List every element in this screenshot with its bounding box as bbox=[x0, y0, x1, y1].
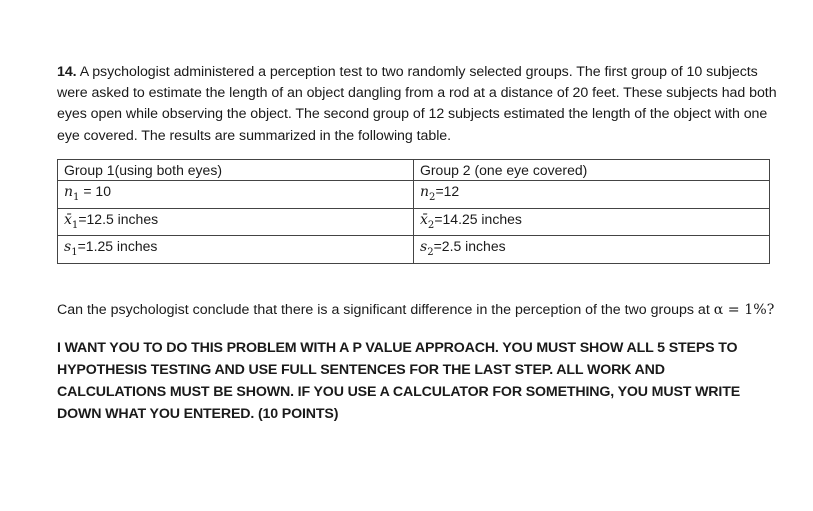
summary-table bbox=[57, 159, 770, 264]
problem-text: A psychologist administered a perception test to two randomly selected groups. The first group of 10 subjects were asked to estimate the length of an object dangling from a rod at a distance of 20 feet. These subjects had both eyes open while observing the object. The second group of 12 subjects estimated the length of the object with one eye covered. The results are summarized in the following table. bbox=[57, 64, 777, 144]
math-symbol: n bbox=[420, 183, 430, 200]
cell-value: = 10 bbox=[79, 182, 111, 199]
table-header-group1: Group 1(using both eyes) bbox=[58, 159, 414, 180]
table-row bbox=[58, 180, 770, 208]
alpha-expression: α = 1%? bbox=[713, 302, 775, 319]
table-row bbox=[58, 236, 770, 264]
math-subscript: 1 bbox=[71, 219, 79, 231]
table-header-row bbox=[58, 159, 770, 180]
math-symbol: s bbox=[64, 239, 72, 256]
math-subscript: 1 bbox=[73, 191, 80, 203]
document-page bbox=[57, 62, 777, 425]
math-subscript: 2 bbox=[429, 191, 436, 203]
math-subscript: 1 bbox=[71, 247, 78, 259]
math-symbol: n bbox=[64, 183, 74, 200]
math-symbol: x̄ bbox=[420, 211, 428, 228]
table-cell-s1 bbox=[58, 236, 414, 264]
math-symbol: s bbox=[420, 239, 428, 256]
table-cell-n1 bbox=[58, 180, 414, 208]
math-subscript: 2 bbox=[427, 247, 434, 259]
table-cell-xbar1 bbox=[58, 208, 414, 236]
problem-number: 14. bbox=[57, 64, 77, 80]
question bbox=[57, 300, 777, 321]
instructions: I WANT YOU TO DO THIS PROBLEM WITH A P VALUE APPROACH. YOU MUST SHOW ALL 5 STEPS TO HYPOTHESIS TESTING AND USE FULL SENTENCES FOR THE LAST STEP. ALL WORK AND CALCULATIONS MUST BE SHOWN. IF YOU USE A CALCULATOR FOR SOMETHING, YOU MUST WRITE DOWN WHAT YOU ENTERED. (10 POINTS) bbox=[57, 340, 741, 422]
cell-value: =1.25 inches bbox=[77, 238, 158, 255]
math-subscript: 2 bbox=[427, 219, 435, 231]
table-cell-s2 bbox=[414, 236, 770, 264]
cell-value: =12.5 inches bbox=[78, 210, 159, 227]
problem-statement bbox=[57, 62, 777, 147]
math-symbol: x̄ bbox=[64, 211, 72, 228]
cell-value: =2.5 inches bbox=[433, 238, 506, 255]
table-header-group2: Group 2 (one eye covered) bbox=[414, 159, 770, 180]
cell-value: =14.25 inches bbox=[434, 210, 522, 227]
table-cell-xbar2 bbox=[414, 208, 770, 236]
cell-value: =12 bbox=[435, 182, 460, 199]
question-text: Can the psychologist conclude that there is a significant difference in the perception of the two groups at bbox=[57, 302, 710, 319]
table-cell-n2 bbox=[414, 180, 770, 208]
table-row bbox=[58, 208, 770, 236]
